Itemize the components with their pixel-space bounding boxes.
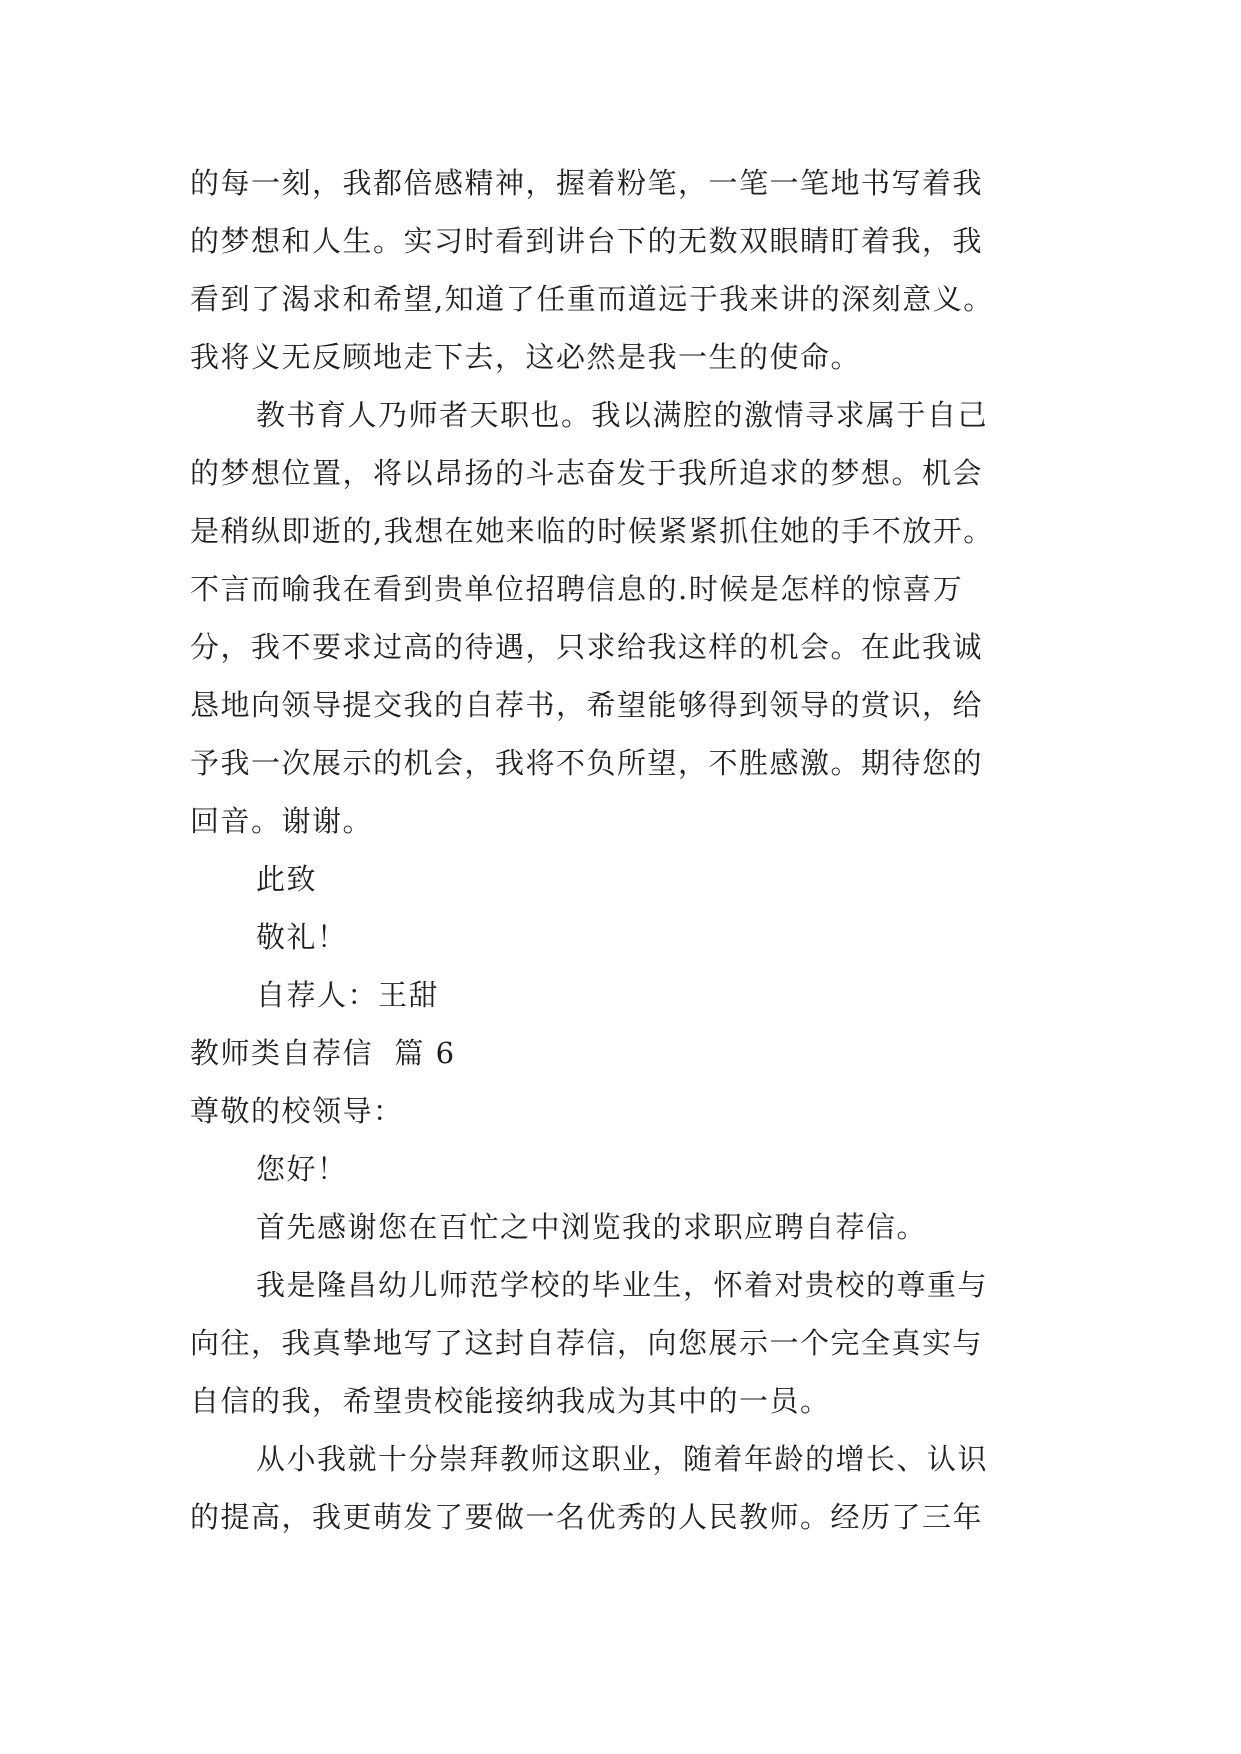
text-line: 不言而喻我在看到贵单位招聘信息的.时候是怎样的惊喜万 [190,572,964,606]
text-line: 敬礼！ [256,920,348,954]
text-line: 此致 [256,862,318,896]
text-line: 的梦想和人生。实习时看到讲台下的无数双眼睛盯着我，我 [190,224,984,258]
text-line: 恳地向领导提交我的自荐书，希望能够得到领导的赏识，给 [190,688,984,722]
text-line: 是稍纵即逝的,我想在她来临的时候紧紧抓住她的手不放开。 [190,514,994,548]
text-line: 看到了渴求和希望,知道了任重而道远于我来讲的深刻意义。 [190,282,994,316]
text-line: 予我一次展示的机会，我将不负所望，不胜感激。期待您的 [190,746,984,780]
text-line: 我是隆昌幼儿师范学校的毕业生，怀着对贵校的尊重与 [256,1268,989,1302]
text-line: 从小我就十分崇拜教师这职业，随着年龄的增长、认识 [256,1442,989,1476]
text-line: 教师类自荐信 篇 6 [190,1036,456,1070]
text-line: 分，我不要求过高的待遇，只求给我这样的机会。在此我诚 [190,630,984,664]
text-line: 的梦想位置，将以昂扬的斗志奋发于我所追求的梦想。机会 [190,456,984,490]
text-line: 自信的我，希望贵校能接纳我成为其中的一员。 [190,1384,831,1418]
text-line: 教书育人乃师者天职也。我以满腔的激情寻求属于自己 [256,398,989,432]
text-line: 的提高，我更萌发了要做一名优秀的人民教师。经历了三年 [190,1500,984,1534]
text-line: 我将义无反顾地走下去，这必然是我一生的使命。 [190,340,862,374]
document-body [190,154,1090,1546]
text-line: 尊敬的校领导： [190,1094,404,1128]
text-line: 自荐人：王甜 [256,978,440,1012]
text-line: 回音。谢谢。 [190,804,374,838]
text-line: 向往，我真挚地写了这封自荐信，向您展示一个完全真实与 [190,1326,984,1360]
text-line: 首先感谢您在百忙之中浏览我的求职应聘自荐信。 [256,1210,928,1244]
text-line: 的每一刻，我都倍感精神，握着粉笔，一笔一笔地书写着我 [190,166,984,200]
text-line: 您好！ [256,1152,348,1186]
